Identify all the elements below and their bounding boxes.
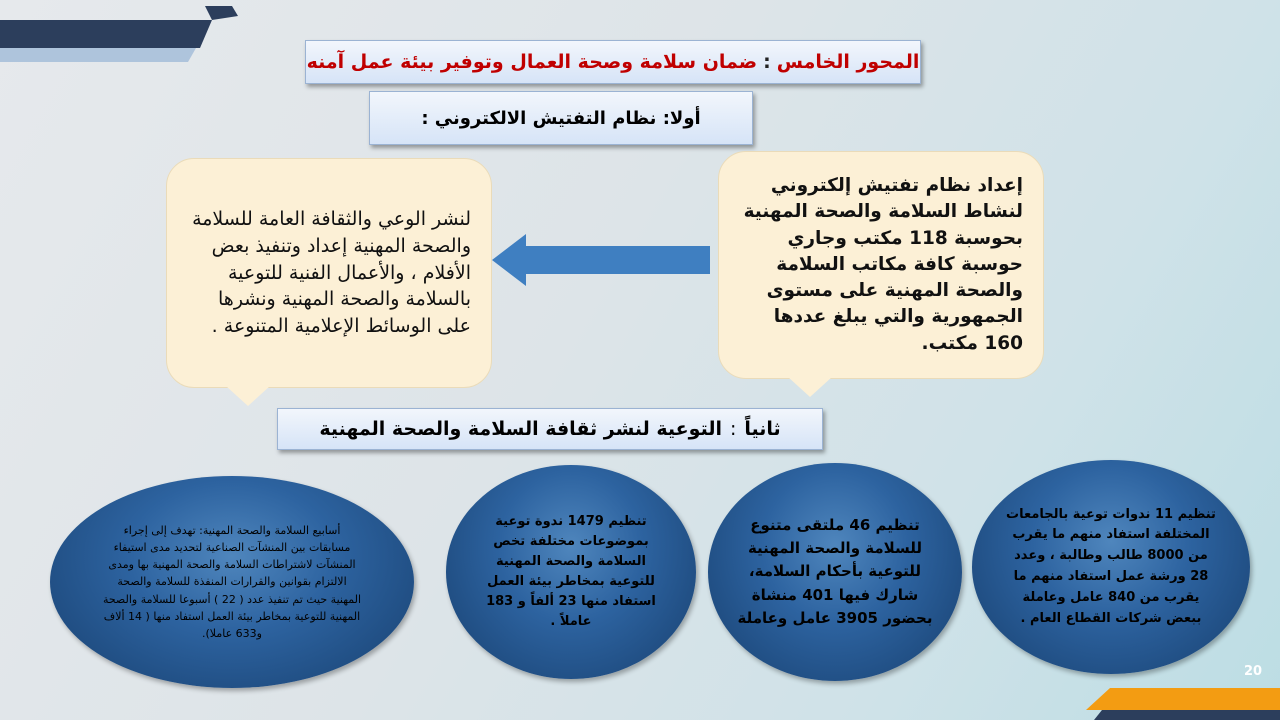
section-second-lead: ثانياً [744, 418, 781, 440]
section-first-banner [369, 91, 753, 145]
callout-awareness-media-text: لنشر الوعي والثقافة العامة للسلامة والصحة المهنية إعداد وتنفيذ بعض الأفلام ، والأعمال الفنية للتوعية بالسلامة والصحة المهنية ونشرها على الوسائط الإعلامية المتنوعة . [166, 158, 492, 388]
oval-text: تنظيم 11 ندوات توعية بالجامعات المختلفة استفاد منهم ما يقرب من 8000 طالب وطالبة ، وعدد 28 ورشة عمل استفاد منهم ما يقرب من 840 عامل وعاملة ببعض شركات القطاع العام . [1006, 506, 1216, 626]
section-second-title: التوعية لنشر ثقافة السلامة والصحة المهنية [319, 418, 722, 440]
oval-text: تنظيم 1479 ندوة توعية بموضوعات مختلفة تخص السلامة والصحة المهنية للتوعية بمخاطر بيئة العمل استفاد منها 23 ألفاً و 183 عاملاً . [486, 513, 656, 630]
oval-awareness-seminars [446, 465, 696, 679]
oval-forums [708, 463, 962, 681]
page-number: 20 [1244, 664, 1263, 679]
oval-text: أسابيع السلامة والصحة المهنية: تهدف إلى إجراء مسابقات بين المنشآت الصناعية لتحديد مدى استيفاء المنشآت لاشتراطات السلامة والصحة المهنية بها ومدى الالتزام بقوانين والقرارات المنفذة للسلامة والصحة المهنية حيث تم تنفيذ عدد ( 22 ) أسبوعا للسلامة والصحة المهنية للتوعية بمخاطر بيئة العمل استفاد منها ( 14 ألاف و633 عاملا). [102, 524, 362, 640]
decorative-bottom-stripe [1080, 680, 1280, 720]
axis-title-banner [305, 40, 921, 84]
oval-text: تنظيم 46 ملتقى متنوع للسلامة والصحة المهنية للتوعية بأحكام السلامة، شارك فيها 401 منشاة بحضور 3905 عامل وعاملة [737, 515, 933, 627]
section-first-title: أولا: نظام التفتيش الالكتروني : [421, 107, 701, 129]
callout-pointer [788, 377, 832, 397]
callout-electronic-inspection [718, 151, 1044, 397]
section-second-separator: : [729, 418, 737, 440]
callout-awareness-media [166, 158, 492, 406]
arrow-left-icon [492, 234, 710, 286]
axis-title-lead: المحور الخامس [776, 51, 920, 73]
axis-title-text: ضمان سلامة وصحة العمال وتوفير بيئة عمل آمنه [306, 51, 758, 73]
callout-electronic-inspection-text: إعداد نظام تفتيش إلكتروني لنشاط السلامة والصحة المهنية بحوسبة 118 مكتب وجاري حوسبة كافة مكاتب السلامة والصحة المهنية على مستوى الجمهورية والتي يبلغ عددها 160 مكتب. [718, 151, 1044, 379]
decorative-top-stripe [0, 0, 240, 62]
oval-university-seminars [972, 460, 1250, 674]
oval-safety-weeks [50, 476, 414, 688]
callout-pointer [226, 386, 270, 406]
section-second-banner [277, 408, 823, 450]
axis-title-separator: : [763, 51, 771, 73]
